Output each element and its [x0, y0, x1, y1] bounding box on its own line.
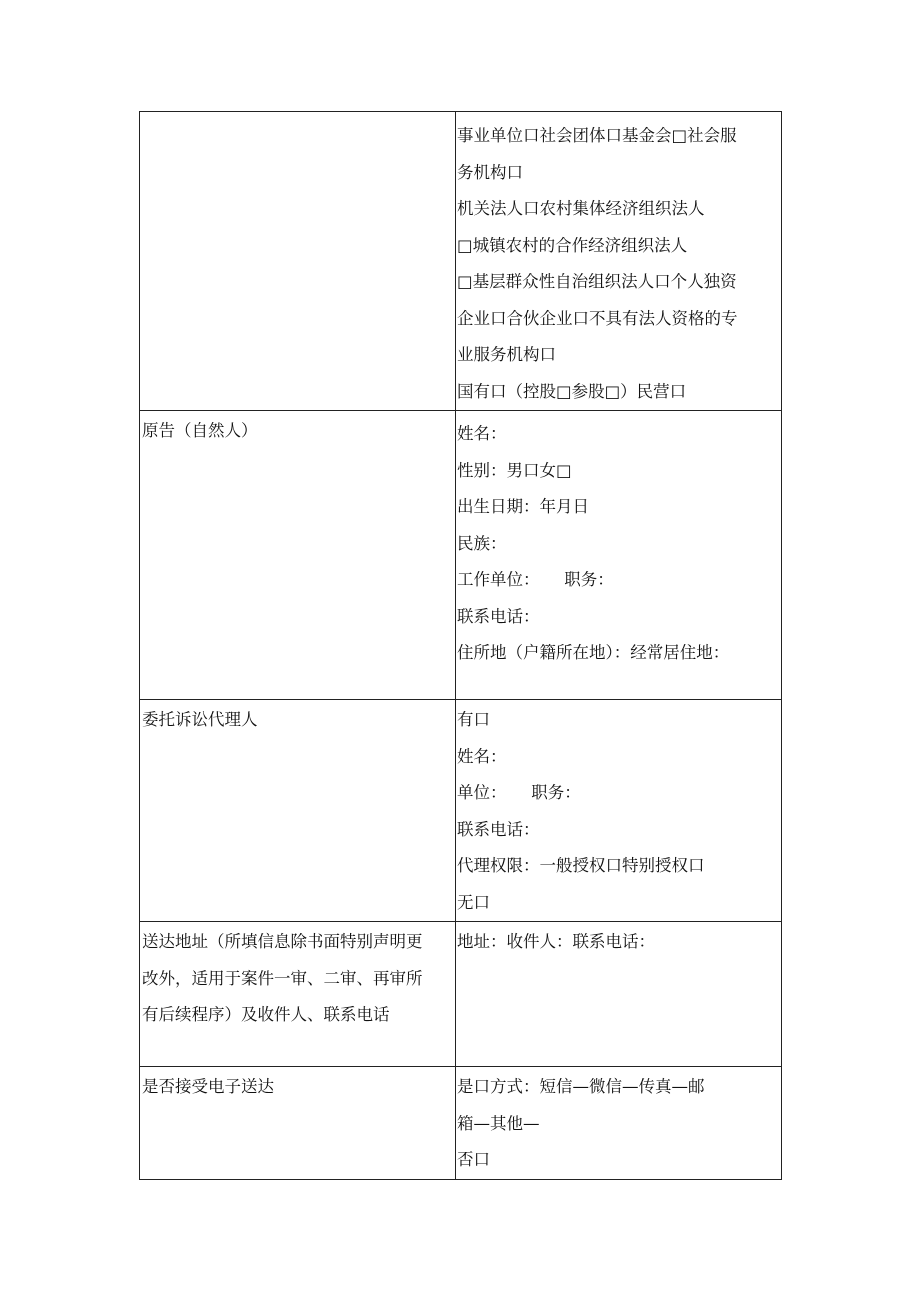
value-line: 姓名：: [457, 424, 507, 443]
value-line: 住所地（户籍所在地）：经常居住地：: [457, 643, 730, 662]
table-row: [140, 1067, 782, 1180]
value-line: 地址：收件人：联系电话：: [457, 932, 655, 951]
row-label: 是否接受电子送达: [142, 1077, 274, 1096]
value-line: 姓名：: [457, 746, 507, 766]
table-row: [140, 922, 782, 1067]
row-value-cell: [456, 411, 782, 700]
row-label-cell: [140, 700, 456, 922]
litigation-form-table: [139, 111, 782, 1180]
value-line: 联系电话：: [457, 819, 540, 839]
table-row: [140, 411, 782, 700]
row-label-cell: [140, 411, 456, 700]
row-label: 改外，适用于案件一审、二审、再审所: [142, 968, 423, 988]
row-value-cell: [456, 1067, 782, 1180]
value-line: 国有口（控股□参股□）民营口: [457, 381, 687, 401]
row-label: 委托诉讼代理人: [142, 710, 258, 729]
value-line: 单位： 职务：: [457, 783, 581, 802]
row-value-cell: [456, 700, 782, 922]
value-line: 性别：男口女□: [457, 460, 572, 480]
value-line: 机关法人口农村集体经济组织法人: [457, 199, 705, 218]
value-line: □基层群众性自治组织法人口个人独资: [457, 272, 737, 291]
table-row: [140, 700, 782, 922]
row-label-cell: [140, 1067, 456, 1180]
row-value-cell: [456, 922, 782, 1067]
row-label: 原告（自然人）: [142, 421, 258, 440]
value-line: 无口: [457, 892, 490, 912]
row-value-cell: [456, 112, 782, 411]
value-line: □城镇农村的合作经济组织法人: [457, 235, 688, 255]
value-line: 箱—其他—: [457, 1113, 540, 1133]
row-label-cell: [140, 112, 456, 411]
value-line: 企业口合伙企业口不具有法人资格的专: [457, 308, 738, 328]
value-line: 否口: [457, 1150, 490, 1169]
row-label: 送达地址（所填信息除书面特别声明更: [142, 932, 423, 951]
value-line: 有口: [457, 710, 490, 729]
value-line: 事业单位口社会团体口基金会□社会服: [457, 126, 737, 145]
value-line: 联系电话：: [457, 606, 540, 626]
value-line: 出生日期：年月日: [457, 497, 589, 516]
value-line: 民族：: [457, 533, 507, 553]
table-row: [140, 112, 782, 411]
value-line: 业服务机构口: [457, 345, 556, 364]
value-line: 务机构口: [457, 162, 523, 182]
value-line: 代理权限：一般授权口特别授权口: [457, 856, 705, 875]
row-label: 有后续程序）及收件人、联系电话: [142, 1005, 390, 1024]
row-label-cell: [140, 922, 456, 1067]
value-line: 是口方式：短信—微信—传真—邮: [457, 1077, 705, 1096]
value-line: 工作单位： 职务：: [457, 570, 614, 589]
